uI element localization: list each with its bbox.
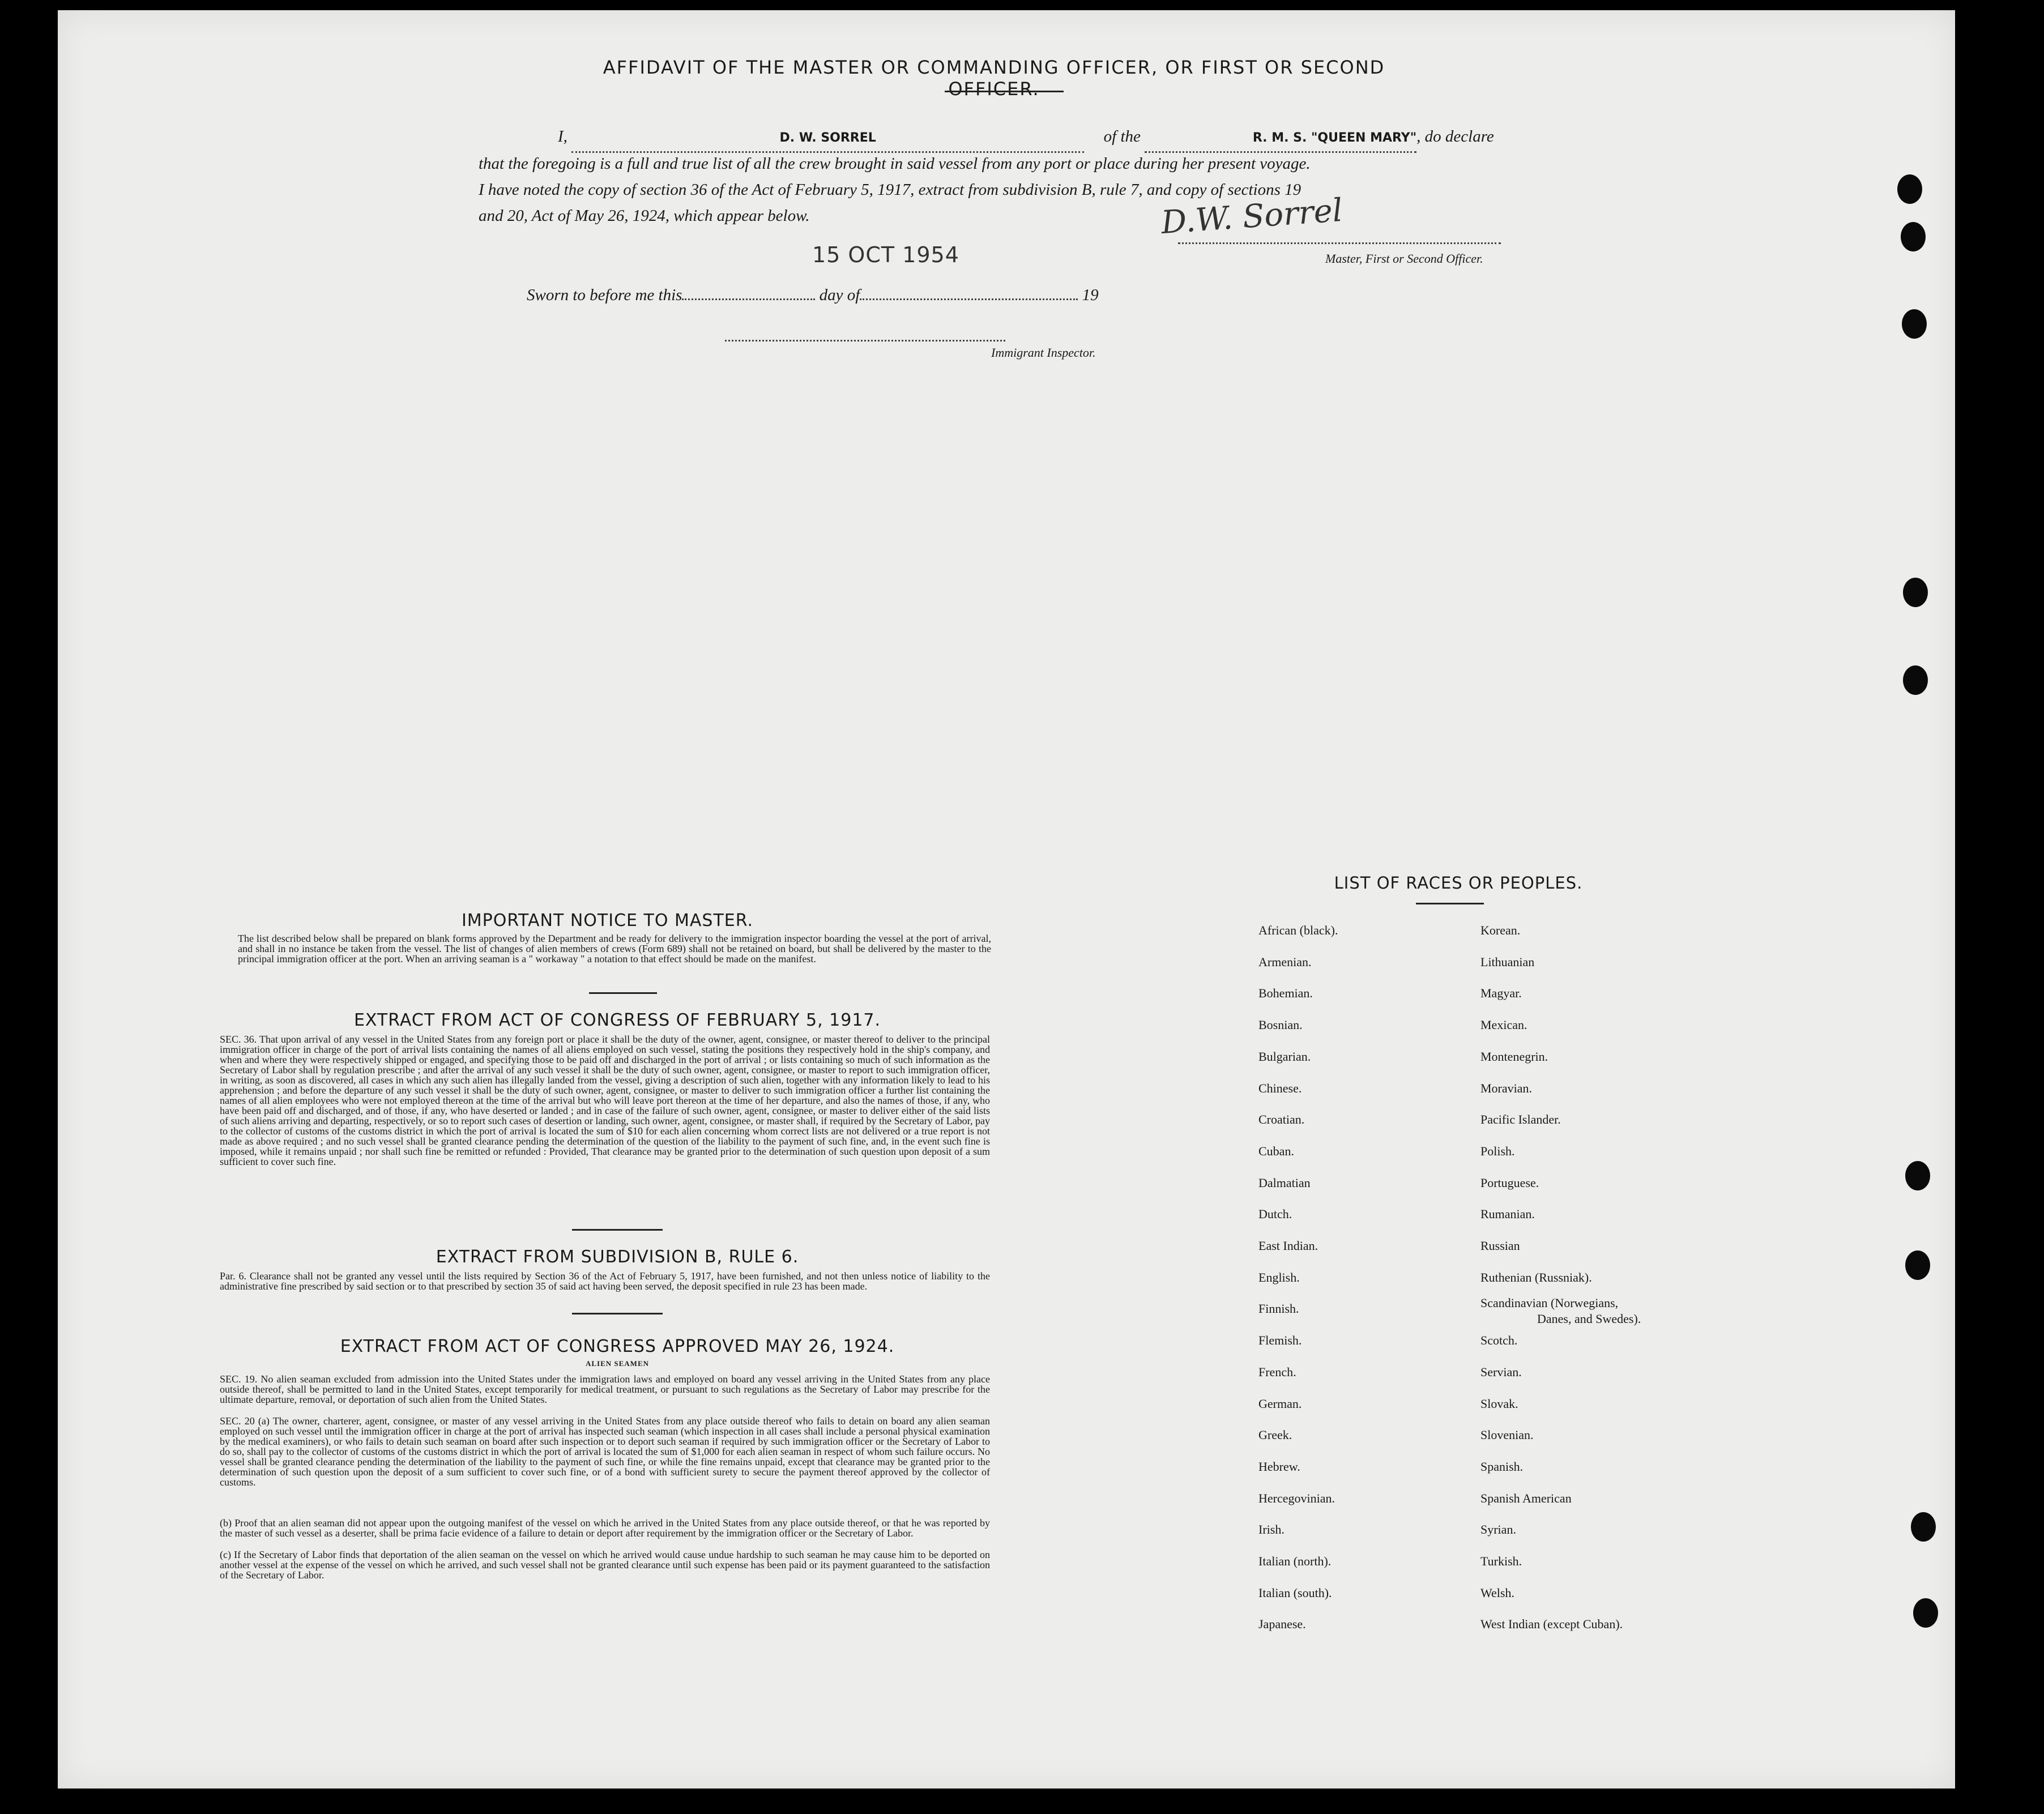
races-title: LIST OF RACES OR PEOPLES. <box>1334 873 1583 893</box>
binder-hole <box>1903 665 1928 695</box>
race-item: Turkish. <box>1480 1554 1522 1568</box>
race-item: Italian (south). <box>1258 1585 1332 1600</box>
race-item: Bosnian. <box>1258 1018 1303 1032</box>
inspector-caption: Immigrant Inspector. <box>991 345 1096 360</box>
race-item: Ruthenian (Russniak). <box>1480 1270 1592 1284</box>
affidavit-title: AFFIDAVIT OF THE MASTER OR COMMANDING OFFICER, OR FIRST OR SECOND OFFICER. <box>603 57 1385 100</box>
races-rule <box>1416 903 1484 904</box>
extract-1924-sec-20a: SEC. 20 (a) The owner, charterer, agent, consignee, or master of any vessel arriving in the United States from any place outside thereof who fails to detain on board any alien seaman employed on such vessel until the immigration officer in charge at the port of arrival has inspected such seaman (which inspection in all cases shall include a personal physical examination by the medical examiners), or who fails to detain such seaman on board after such inspection or to deport such seaman if required by such immigration officer or the Secretary of Labor to do so, shall pay to the collector of customs of the customs district in which the port of arrival is located the sum of $1,000 for each alien seaman in respect of whom such failure occurs. No vessel shall be granted clearance pending the determination of the liability to the payment of such fine, or while the fine remains unpaid, except that clearance may be granted prior to the determination of such question upon the deposit of a sum sufficient to cover such fine, or of a bond with sufficient surety to secure the payment thereof approved by the collector of customs. <box>220 1415 990 1488</box>
race-item: Bulgarian. <box>1258 1049 1311 1064</box>
race-item: Rumanian. <box>1480 1207 1535 1222</box>
inspector-signature-line <box>725 340 1005 342</box>
race-item: Chinese. <box>1258 1081 1302 1095</box>
race-item: Japanese. <box>1258 1617 1306 1632</box>
sworn-line <box>527 282 1150 308</box>
notice-rule <box>589 992 657 994</box>
race-item: Croatian. <box>1258 1112 1305 1127</box>
race-item: Magyar. <box>1480 986 1522 1001</box>
race-item: Greek. <box>1258 1428 1292 1442</box>
binder-hole <box>1897 174 1922 204</box>
affidavit-declaration-line <box>558 123 1532 153</box>
master-caption: Master, First or Second Officer. <box>1325 251 1483 266</box>
race-item: Slovenian. <box>1480 1428 1534 1442</box>
notice-body: The list described below shall be prepared on blank forms approved by the Department and be ready for delivery to the immigration inspector boarding the vessel at the port of arrival, and shall in no instance be taken from the vessel. The list of changes of alien members of crews (Form 689) shall not be retained on board, but shall be delivered by the master to the principal immigration officer at the port. When an arriving seaman is a " workaway " a notation to that effect should be made on the manifest. <box>238 933 991 964</box>
race-item: Cuban. <box>1258 1143 1294 1158</box>
binder-hole <box>1911 1512 1936 1542</box>
race-item: Syrian. <box>1480 1522 1516 1537</box>
race-item: Hebrew. <box>1258 1459 1300 1474</box>
race-item: Slovak. <box>1480 1396 1518 1411</box>
extract-1924-sec-20b: (b) Proof that an alien seaman did not appear upon the outgoing manifest of the vessel on which he arrived in the United States from any place outside thereof, or that he was reported by the master of such vessel as a deserter, shall be prima facie evidence of a failure to detain or deport after requirement by the immigration officer or the Secretary of Labor. <box>220 1517 990 1539</box>
year-prefix: 19 <box>1082 286 1099 304</box>
sworn-day-field <box>682 298 815 300</box>
extract-1924-sec-20c: (c) If the Secretary of Labor finds that deportation of the alien seaman on the vessel on which he arrived would cause undue hardship to such seaman he may cause him to be deported on another vessel at the expense of the vessel on which he arrived, and such vessel shall not be granted clearance until such expense has been paid or its payment guaranteed to the satisfaction of the Secretary of Labor. <box>220 1549 990 1581</box>
race-item: Korean. <box>1480 923 1521 937</box>
master-signature: D.W. Sorrel <box>1160 191 1344 242</box>
affidavit-rule <box>945 91 1064 92</box>
race-item: Mexican. <box>1480 1018 1527 1032</box>
extract-1924-title: EXTRACT FROM ACT OF CONGRESS APPROVED MAY 26, 1924. <box>340 1337 895 1356</box>
race-item: Spanish. <box>1480 1459 1524 1474</box>
vessel-name-field: R. M. S. "QUEEN MARY" <box>1145 125 1416 153</box>
race-item: Flemish. <box>1258 1333 1302 1348</box>
subdivision-title: EXTRACT FROM SUBDIVISION B, RULE 6. <box>436 1247 799 1267</box>
binder-hole <box>1903 578 1928 607</box>
race-item: English. <box>1258 1270 1300 1284</box>
race-item: Lithuanian <box>1480 954 1535 969</box>
extract-1917-title: EXTRACT FROM ACT OF CONGRESS OF FEBRUARY 5, 1917. <box>353 1010 881 1030</box>
race-item: Italian (north). <box>1258 1554 1332 1568</box>
affidavit-line-2: that the foregoing is a full and true list of all the crew brought in said vessel from any port or place during her present voyage. <box>479 155 1311 173</box>
race-item: Finnish. <box>1258 1301 1299 1316</box>
alien-seamen-subhead: ALIEN SEAMEN <box>585 1359 650 1368</box>
race-item: Dutch. <box>1258 1207 1292 1222</box>
race-item: Irish. <box>1258 1522 1285 1537</box>
master-signature-line <box>1178 242 1501 244</box>
race-item: French. <box>1258 1364 1296 1379</box>
affidavit-line-3: I have noted the copy of section 36 of the Act of February 5, 1917, extract from subdivision B, rule 7, and copy of sections 19 <box>479 181 1301 199</box>
extract-1924-sec-19: SEC. 19. No alien seaman excluded from admission into the United States under the immigration laws and employed on board any vessel arriving in the United States from any place outside thereof, shall be permitted to land in the United States, except temporarily for medical treatment, or pursuant to such regulations as the Secretary of Labor may prescribe for the ultimate departure, removal, or deportation of such alien from the United States. <box>220 1373 990 1405</box>
race-item: West Indian (except Cuban). <box>1480 1617 1623 1632</box>
day-of-label: day of <box>819 286 860 304</box>
race-item: Portuguese. <box>1480 1175 1539 1190</box>
notice-title: IMPORTANT NOTICE TO MASTER. <box>461 911 754 931</box>
date-stamp: 15 OCT 1954 <box>812 242 959 267</box>
sworn-label: Sworn to before me this <box>527 286 682 304</box>
sworn-month-field <box>860 298 1078 300</box>
extract-1917-rule <box>572 1229 663 1231</box>
race-item: Armenian. <box>1258 954 1312 969</box>
race-item: Polish. <box>1480 1143 1515 1158</box>
race-item: Hercegovinian. <box>1258 1491 1335 1505</box>
race-item: Welsh. <box>1480 1585 1514 1600</box>
binder-hole <box>1901 222 1926 251</box>
binder-hole <box>1905 1161 1930 1190</box>
race-item: Montenegrin. <box>1480 1049 1548 1064</box>
affidavit-of-label: of the <box>1103 127 1141 146</box>
extract-1917-body: SEC. 36. That upon arrival of any vessel in the United States from any foreign port or place it shall be the duty of the owner, agent, consignee, or master thereof to deliver to the principal immigration officer in charge of the port of arrival lists containing the names of all aliens employed on such vessel, stating the positions they respectively hold in the ship's company, and when and where they were respectively shipped or engaged, and specifying those to be paid off and discharged in the port of arrival ; or lists containing so much of such information as the Secretary of Labor shall by regulation prescribe ; and after the arrival of any such vessel it shall be the duty of such owner, agent, consignee, or master to report to such immigration officer, in writing, as soon as discovered, all cases in which any such alien has illegally landed from the vessel, giving a description of such alien, together with any information likely to lead to his apprehension ; and before the departure of any such vessel it shall be the duty of such owner, agent, consignee, or master to deliver to such immigration officer a further list containing the names of all alien employees who were not employed thereon at the time of the arrival but who will leave port thereon at the time of her departure, and also the names of those, if any, who have been paid off and discharged, and of those, if any, who have deserted or landed ; and in case of the failure of such owner, agent, consignee, or master to deliver either of the said lists of such aliens arriving and departing, respectively, or so to report such cases of desertion or landing, such owner, agent, consignee, or master shall, if required by the Secretary of Labor, pay to the collector of customs of the customs district in which the port of arrival is located the sum of $10 for each alien concerning whom correct lists are not delivered or a true report is not made as above required ; and no such vessel shall be granted clearance pending the determination of the question of the liability to the payment of such fine, and, in the event such fine is imposed, while it remains unpaid ; nor shall such fine be remitted or refunded : Provided, That clearance may be granted prior to the determination of such question upon deposit of a sum sufficient to cover such fine. <box>220 1034 990 1167</box>
race-item: Russian <box>1480 1239 1520 1253</box>
race-item: Spanish American <box>1480 1491 1572 1505</box>
race-item: Dalmatian <box>1258 1175 1311 1190</box>
race-item: Scotch. <box>1480 1333 1518 1348</box>
master-name-field: D. W. SORREL <box>571 125 1084 153</box>
race-item: East Indian. <box>1258 1239 1318 1253</box>
race-item: Bohemian. <box>1258 986 1313 1001</box>
race-item: Servian. <box>1480 1364 1522 1379</box>
race-item: Pacific Islander. <box>1480 1112 1561 1127</box>
binder-hole <box>1902 309 1927 339</box>
affidavit-line-4: and 20, Act of May 26, 1924, which appear below. <box>479 207 810 225</box>
subdivision-body: Par. 6. Clearance shall not be granted any vessel until the lists required by Section 36 of the Act of February 5, 1917, have been furnished, and not then unless notice of liability to the administrative fine prescribed by said section or to that prescribed by section 35 of said act having been served, the deposit specified in rule 23 has been made. <box>220 1270 990 1292</box>
subdivision-rule <box>572 1313 663 1314</box>
race-item: German. <box>1258 1396 1302 1411</box>
race-item: Scandinavian (Norwegians, <box>1480 1296 1619 1311</box>
binder-hole <box>1913 1598 1938 1628</box>
affidavit-declare-label: , do declare <box>1416 127 1494 146</box>
race-item-continuation: Danes, and Swedes). <box>1537 1312 1641 1326</box>
binder-hole <box>1905 1250 1930 1280</box>
affidavit-i-label: I, <box>558 127 567 146</box>
race-item: African (black). <box>1258 923 1338 937</box>
race-item: Moravian. <box>1480 1081 1533 1095</box>
